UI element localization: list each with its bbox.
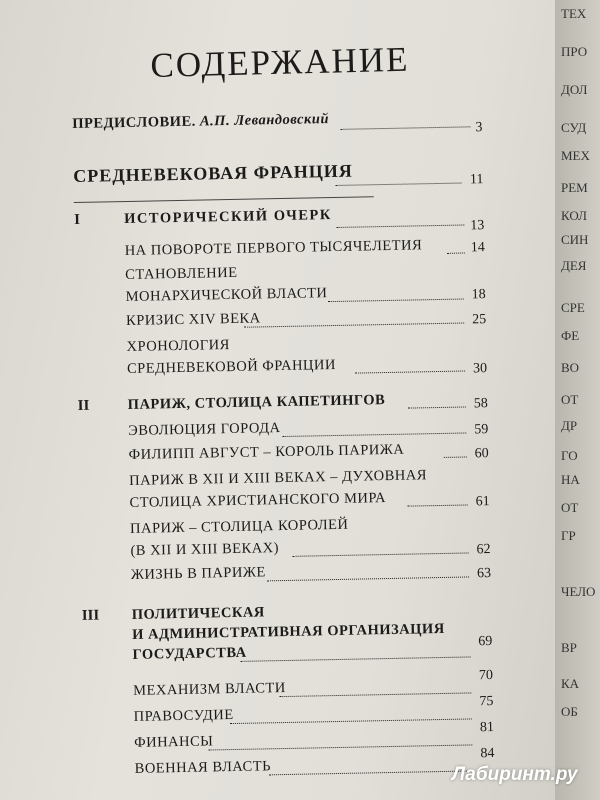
leader-dots bbox=[269, 770, 473, 775]
chapter-title: ИСТОРИЧЕСКИЙ ОЧЕРК bbox=[123, 207, 332, 228]
facing-page-edge: ТЕХ ПРО ДОЛ СУД МЕХ РЕМ КОЛ СИН ДЕЯ СРЕ ФЕ ВО ОТ ДР ГО НА ОТ ГР ЧЕЛО ВР КА ОБ bbox=[555, 0, 600, 800]
page-number: 11 bbox=[469, 172, 484, 188]
chapter-number: I bbox=[73, 211, 81, 228]
leader-dots bbox=[328, 299, 464, 303]
toc-section-medieval-france bbox=[73, 158, 483, 194]
leader-dots bbox=[293, 552, 469, 556]
toc-item: КРИЗИС XIV ВЕКА 25 bbox=[125, 310, 487, 329]
leader-dots bbox=[340, 126, 470, 129]
table-of-contents bbox=[72, 100, 495, 777]
leader-dots bbox=[230, 718, 472, 724]
toc-chapter-2: II ПАРИЖ, СТОЛИЦА КАПЕТИНГОВ 58 bbox=[77, 392, 488, 414]
leader-dots bbox=[447, 252, 465, 253]
leader-dots bbox=[244, 323, 464, 328]
page-number: 3 bbox=[475, 120, 483, 136]
leader-dots bbox=[241, 656, 471, 661]
toc-item: ПАРИЖ В XII И XIII ВЕКАХ – ДУХОВНАЯ СТОЛИЦА ХРИСТИАНСКОГО МИРА 61 bbox=[129, 467, 490, 511]
toc-item: ФИЛИПП АВГУСТ – КОРОЛЬ ПАРИЖА 60 bbox=[128, 441, 489, 463]
section-title: СРЕДНЕВЕКОВАЯ ФРАНЦИЯ bbox=[73, 160, 353, 186]
toc-item: ЭВОЛЮЦИЯ ГОРОДА 59 bbox=[128, 420, 489, 439]
labirint-watermark: Лабиринт.ру bbox=[452, 764, 578, 785]
leader-dots bbox=[267, 576, 469, 581]
leader-dots bbox=[282, 432, 466, 437]
toc-item: НА ПОВОРОТЕ ПЕРВОГО ТЫСЯЧЕЛЕТИЯ 14 bbox=[124, 237, 485, 260]
leader-dots bbox=[444, 456, 467, 457]
page-title: СОДЕРЖАНИЕ bbox=[150, 39, 410, 85]
toc-item: ПРАВОСУДИЕ 75 bbox=[133, 694, 494, 725]
leader-dots bbox=[408, 504, 468, 506]
toc-item: ХРОНОЛОГИЯ СРЕДНЕВЕКОВОЙ ФРАНЦИИ 30 bbox=[126, 337, 488, 377]
toc-item: МЕХАНИЗМ ВЛАСТИ 70 bbox=[133, 668, 494, 699]
section-rule bbox=[74, 196, 374, 203]
toc-entry-preface bbox=[72, 108, 482, 138]
toc-item: ФИНАНСЫ 81 bbox=[134, 720, 495, 751]
toc-chapter-1 bbox=[74, 204, 484, 236]
toc-item: СТАНОВЛЕНИЕ МОНАРХИЧЕСКОЙ ВЛАСТИ 18 bbox=[125, 264, 486, 306]
toc-item: ВОЕННАЯ ВЛАСТЬ 84 bbox=[134, 746, 495, 777]
preface-author: А.П. Левандовский bbox=[199, 111, 330, 130]
chapter-title: ПАРИЖ, СТОЛИЦА КАПЕТИНГОВ bbox=[127, 392, 386, 413]
chapter-number: III bbox=[81, 607, 100, 624]
toc-item: ПАРИЖ – СТОЛИЦА КОРОЛЕЙ (В XII И XIII ВЕКАХ) 62 bbox=[129, 516, 491, 559]
leader-dots bbox=[355, 371, 465, 374]
chapter-number: II bbox=[77, 397, 90, 414]
toc-chapter-3: III ПОЛИТИЧЕСКАЯ И АДМИНИСТРАТИВНАЯ ОРГАНИЗАЦИЯ ГОСУДАРСТВА 69 bbox=[81, 604, 493, 663]
leader-dots bbox=[208, 744, 472, 750]
preface-label: ПРЕДИСЛОВИЕ. bbox=[72, 113, 196, 132]
leader-dots bbox=[408, 406, 466, 408]
toc-item: ЖИЗНЬ В ПАРИЖЕ 63 bbox=[130, 564, 492, 583]
page-number: 13 bbox=[470, 218, 485, 234]
leader-dots bbox=[336, 183, 462, 186]
leader-dots bbox=[279, 692, 471, 697]
leader-dots bbox=[336, 224, 464, 227]
